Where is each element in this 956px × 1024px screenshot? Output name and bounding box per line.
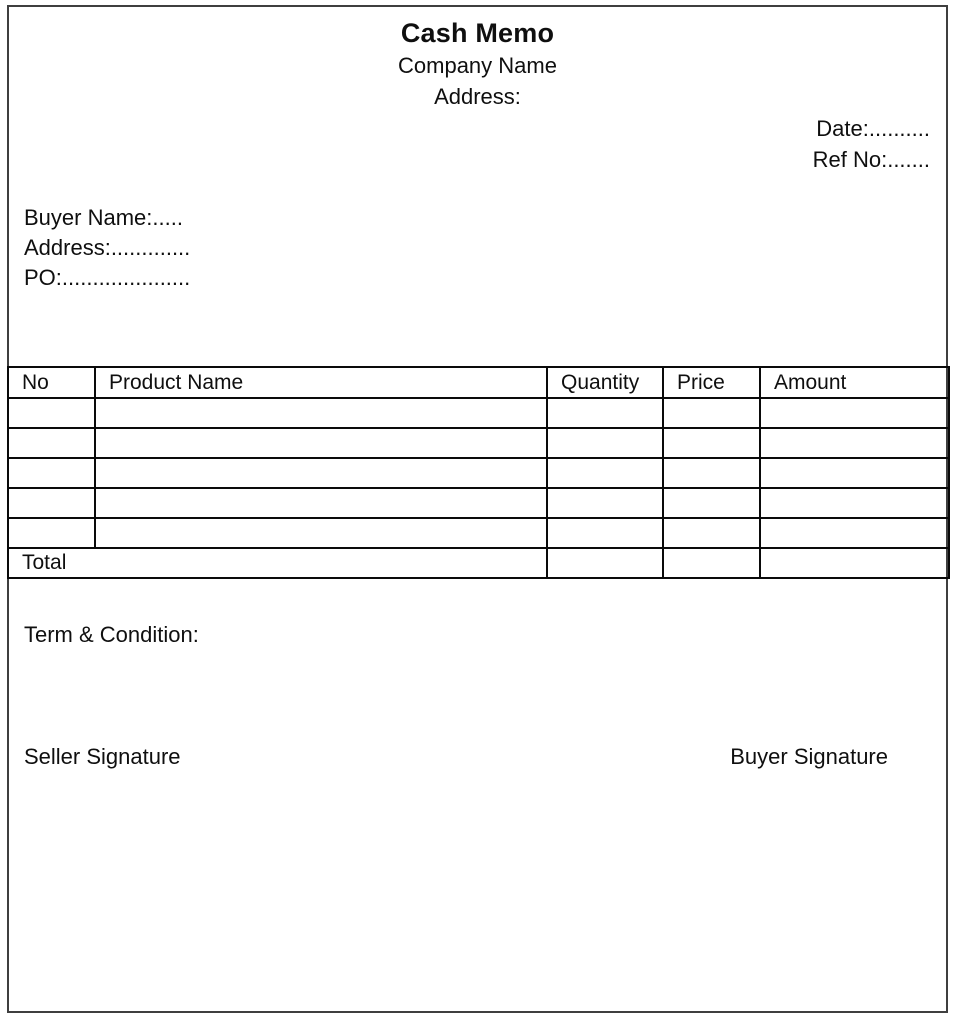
cell-no bbox=[8, 428, 95, 458]
col-header-price: Price bbox=[663, 367, 760, 398]
col-header-no: No bbox=[8, 367, 95, 398]
total-row bbox=[8, 548, 949, 578]
seller-signature-label: Seller Signature bbox=[24, 744, 181, 769]
cell-no bbox=[8, 488, 95, 518]
cell-product bbox=[95, 428, 547, 458]
cell-price bbox=[663, 428, 760, 458]
items-table bbox=[7, 366, 950, 579]
cell-quantity bbox=[547, 488, 663, 518]
table-row bbox=[8, 518, 949, 548]
cell-product bbox=[95, 488, 547, 518]
cell-amount bbox=[760, 458, 949, 488]
cell-price bbox=[663, 398, 760, 428]
cell-price bbox=[663, 458, 760, 488]
table-row bbox=[8, 488, 949, 518]
date-label: Date:.......... bbox=[816, 116, 930, 141]
buyer-info-block bbox=[24, 203, 190, 293]
cell-product bbox=[95, 458, 547, 488]
table-row bbox=[8, 428, 949, 458]
cell-quantity bbox=[547, 518, 663, 548]
document-header bbox=[9, 17, 946, 112]
cell-no bbox=[8, 398, 95, 428]
buyer-address-label: Address:............. bbox=[24, 235, 191, 260]
page-title: Cash Memo bbox=[400, 18, 555, 48]
cell-product bbox=[95, 398, 547, 428]
header-row bbox=[8, 367, 949, 398]
date-ref-block bbox=[813, 113, 930, 175]
buyer-name-label: Buyer Name:..... bbox=[24, 205, 183, 230]
ref-no-label: Ref No:....... bbox=[812, 147, 930, 172]
col-header-product-name: Product Name bbox=[95, 367, 547, 398]
total-amount bbox=[760, 548, 949, 578]
cell-amount bbox=[760, 428, 949, 458]
company-address-label: Address: bbox=[434, 84, 521, 109]
total-price bbox=[663, 548, 760, 578]
cell-quantity bbox=[547, 428, 663, 458]
total-label: Total bbox=[8, 548, 547, 578]
cell-no bbox=[8, 518, 95, 548]
items-table-header bbox=[8, 367, 949, 398]
cell-amount bbox=[760, 488, 949, 518]
buyer-po-label: PO:..................... bbox=[24, 265, 191, 290]
cell-amount bbox=[760, 518, 949, 548]
cell-no bbox=[8, 458, 95, 488]
page-border-box bbox=[7, 5, 948, 1013]
total-quantity bbox=[547, 548, 663, 578]
company-name: Company Name bbox=[398, 53, 557, 78]
terms-label: Term & Condition: bbox=[24, 622, 199, 647]
cell-price bbox=[663, 518, 760, 548]
cell-price bbox=[663, 488, 760, 518]
cell-product bbox=[95, 518, 547, 548]
cell-amount bbox=[760, 398, 949, 428]
table-row bbox=[8, 398, 949, 428]
col-header-amount: Amount bbox=[760, 367, 949, 398]
cell-quantity bbox=[547, 458, 663, 488]
buyer-signature-label: Buyer Signature bbox=[730, 744, 888, 769]
cell-quantity bbox=[547, 398, 663, 428]
col-header-quantity: Quantity bbox=[547, 367, 663, 398]
table-row bbox=[8, 458, 949, 488]
items-table-body bbox=[8, 398, 949, 578]
